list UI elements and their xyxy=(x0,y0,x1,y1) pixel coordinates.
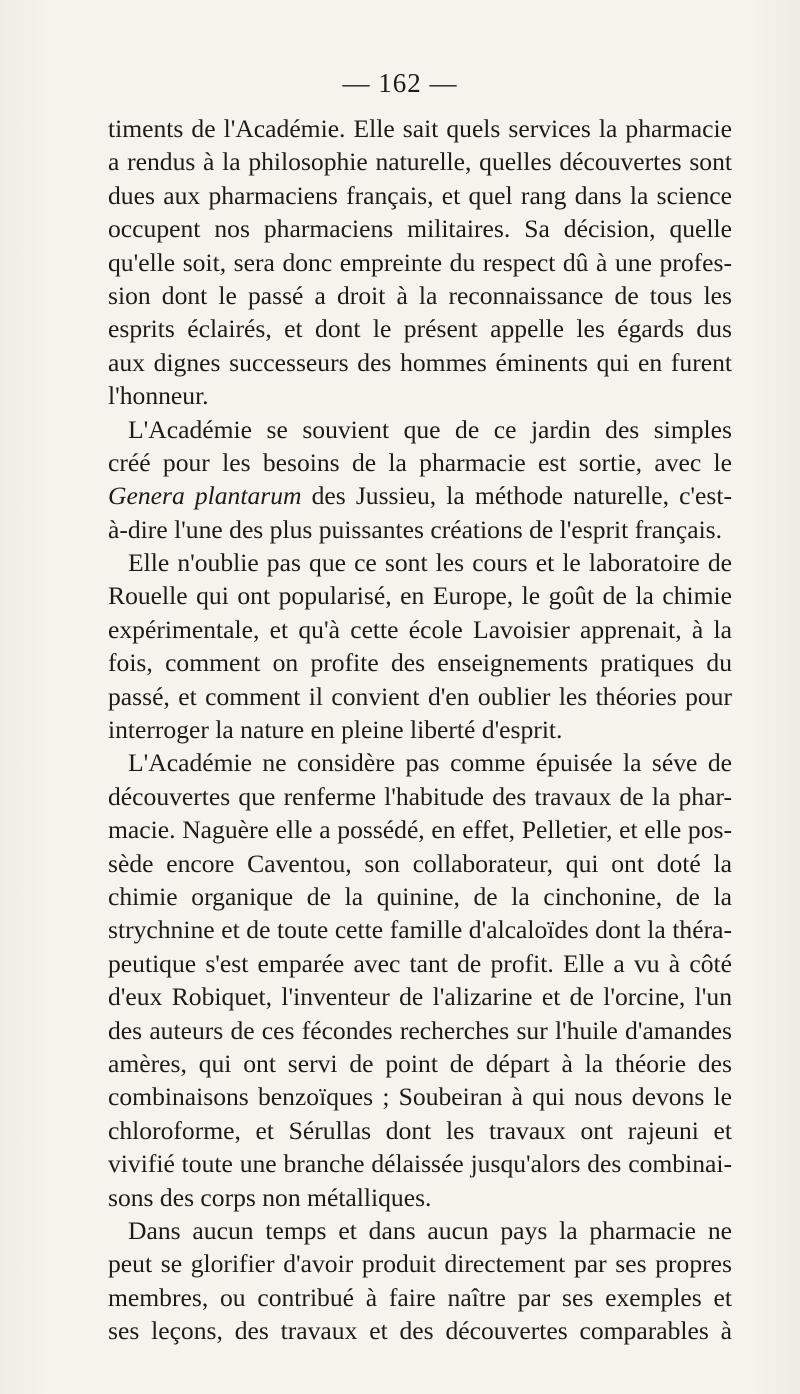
text-line: sion dont le passé a droit à la reconnaissance de tous les xyxy=(108,280,732,310)
text-line: expérimentale, et qu'à cette école Lavoisier apprenait, à la xyxy=(108,614,732,644)
text-line: sons des corps non métalliques. xyxy=(108,1182,432,1212)
text-line: ses leçons, des travaux et des découvertes comparables à xyxy=(108,1316,732,1346)
paragraph-start: L'Académie ne considère pas comme épuisée la séve de xyxy=(128,748,732,778)
text-line: peutique s'est emparée avec tant de profit. Elle a vu à côté xyxy=(108,948,732,978)
text-line: découvertes que renferme l'habitude des travaux de la phar- xyxy=(108,781,732,811)
text-line: strychnine et de toute cette famille d'alcaloïdes dont la théra- xyxy=(108,915,732,945)
text-line: fois, comment on profite des enseignements pratiques du xyxy=(108,648,732,678)
text-line: occupent nos pharmaciens militaires. Sa décision, quelle xyxy=(108,214,732,244)
text-line: créé pour les besoins de la pharmacie est sortie, avec le xyxy=(108,447,732,477)
text-line: l'honneur. xyxy=(108,381,209,411)
text-line: timents de l'Académie. Elle sait quels services la pharmacie xyxy=(108,114,732,143)
text-line: d'eux Robiquet, l'inventeur de l'alizarine et de l'orcine, l'un xyxy=(108,982,732,1012)
text-line: interroger la nature en pleine liberté d'esprit. xyxy=(108,715,563,745)
text-line-italic-title xyxy=(108,479,732,512)
text-line: combinaisons benzoïques ; Soubeiran à qui nous devons le xyxy=(108,1082,732,1112)
text-line: dues aux pharmaciens français, et quel rang dans la science xyxy=(108,180,732,210)
italic-title: Genera plantarum xyxy=(108,481,302,511)
text-line: sède encore Caventou, son collaborateur, qui ont doté la xyxy=(108,848,732,878)
text-line: qu'elle soit, sera donc empreinte du respect dû à une profes- xyxy=(108,247,732,277)
paragraph-start: Elle n'oublie pas que ce sont les cours et le laboratoire de xyxy=(128,548,732,578)
text-line: à-dire l'une des plus puissantes créations de l'esprit français. xyxy=(108,514,723,544)
page-number: — 162 — xyxy=(342,68,458,98)
text-line: passé, et comment il convient d'en oublier les théories pour xyxy=(108,681,732,711)
paragraph-start: L'Académie se souvient que de ce jardin des simples xyxy=(128,414,732,444)
text-line: des auteurs de ces fécondes recherches sur l'huile d'amandes xyxy=(108,1015,732,1045)
text-line: esprits éclairés, et dont le présent appelle les égards dus xyxy=(108,314,732,344)
text-line: macie. Naguère elle a possédé, en effet, Pelletier, et elle pos- xyxy=(108,815,732,845)
text-line: amères, qui ont servi de point de départ à la théorie des xyxy=(108,1048,732,1078)
text-line: Rouelle qui ont popularisé, en Europe, le goût de la chimie xyxy=(108,581,732,611)
text-line: vivifié toute une branche délaissée jusqu'alors des combinai- xyxy=(108,1149,732,1179)
text-line: peut se glorifier d'avoir produit directement par ses propres xyxy=(108,1249,732,1279)
paragraph-start: Dans aucun temps et dans aucun pays la pharmacie ne xyxy=(128,1215,732,1245)
body-text xyxy=(108,112,732,1347)
text-line: membres, ou contribué à faire naître par ses exemples et xyxy=(108,1282,732,1312)
line-rest: des Jussieu, la méthode naturelle, c'est- xyxy=(301,481,732,511)
text-line: aux dignes successeurs des hommes éminents qui en furent xyxy=(108,347,732,377)
text-line: chimie organique de la quinine, de la cinchonine, de la xyxy=(108,881,732,911)
text-line: chloroforme, et Sérullas dont les travaux ont rajeuni et xyxy=(108,1115,732,1145)
text-line: a rendus à la philosophie naturelle, quelles découvertes sont xyxy=(108,147,732,177)
